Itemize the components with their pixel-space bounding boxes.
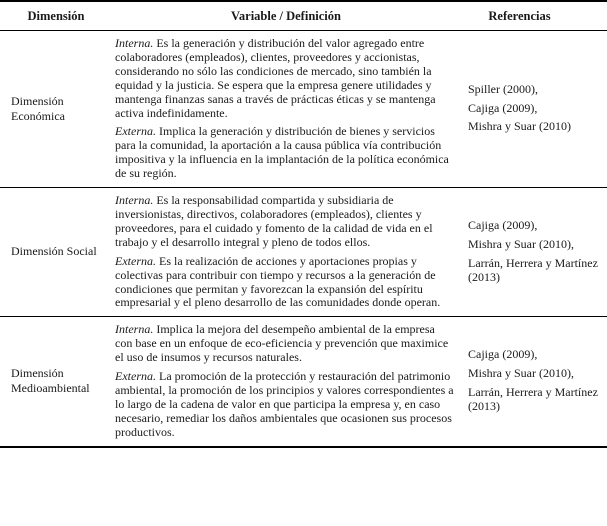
reference-item: Cajiga (2009), bbox=[468, 100, 538, 115]
table-header-row bbox=[0, 2, 607, 31]
interna-text: Implica la mejora del desempeño ambiental de la empresa con base en un enfoque de eco-eficiencia y prevención que maximice el uso de insumos y recursos naturales. bbox=[115, 322, 449, 365]
interna-label: Interna. bbox=[115, 36, 154, 50]
reference-item: Spiller (2000), bbox=[468, 81, 538, 96]
table-row-social bbox=[0, 188, 607, 317]
table-row-economica bbox=[0, 31, 607, 188]
reference-item: Larrán, Herrera y Martínez (2013) bbox=[468, 255, 598, 284]
definition-cell bbox=[112, 193, 460, 310]
references-cell bbox=[460, 193, 607, 310]
dimension-cell bbox=[0, 36, 112, 181]
interna-paragraph bbox=[115, 323, 454, 365]
definition-cell bbox=[112, 322, 460, 439]
references-cell bbox=[460, 322, 607, 439]
interna-label: Interna. bbox=[115, 322, 154, 337]
dimension-label: Dimensión Social bbox=[11, 244, 97, 259]
externa-paragraph bbox=[115, 370, 454, 440]
interna-text: Es la generación y distribución del valor agregado entre colaboradores (empleados), clientes, proveedores y accionistas, considerando no sólo las condiciones de mercado, sino también la equidad y la justicia. Se espera que la empresa genere utilidades y mantenga finanzas sanas a través de prácticas éticas y se mantenga activa indefinidamente. bbox=[115, 36, 436, 120]
externa-label: Externa. bbox=[115, 253, 156, 268]
reference-item: Cajiga (2009), bbox=[468, 217, 538, 232]
externa-paragraph bbox=[115, 125, 454, 181]
interna-label: Interna. bbox=[115, 193, 154, 208]
definition-cell bbox=[112, 36, 460, 181]
header-dimension: Dimensión bbox=[27, 9, 85, 23]
reference-item: Cajiga (2009), bbox=[468, 347, 538, 362]
externa-label: Externa. bbox=[115, 124, 156, 139]
externa-paragraph bbox=[115, 255, 454, 311]
dimension-cell bbox=[0, 193, 112, 310]
dimension-label: Dimensión Económica bbox=[11, 93, 65, 123]
externa-label: Externa. bbox=[115, 369, 156, 384]
reference-item: Mishra y Suar (2010) bbox=[468, 119, 571, 134]
table-row-medioambiental bbox=[0, 317, 607, 445]
header-variable-definition: Variable / Definición bbox=[231, 9, 341, 23]
interna-text: Es la responsabilidad compartida y subsidiaria de inversionistas, directivos, colaboradores (empleados), clientes y proveedores, para el cuidado y fomento de la calidad de vida en el trabajo y el desarrollo integral y pleno de todos ellos. bbox=[115, 193, 433, 249]
reference-item: Mishra y Suar (2010), bbox=[468, 236, 574, 251]
references-cell bbox=[460, 36, 607, 181]
reference-item: Larrán, Herrera y Martínez (2013) bbox=[468, 384, 598, 413]
header-references: Referencias bbox=[488, 9, 551, 23]
externa-text: Implica la generación y distribución de bienes y servicios para la comunidad, la aportación a la causa pública vía contribución impositiva y la influencia en la implantación de la política económica de su región. bbox=[115, 124, 449, 181]
externa-text: Es la realización de acciones y aportaciones propias y colectivas para contribuir con tiempo y recursos a la generación de condiciones que permitan y favorezcan la expansión del espíritu empresarial y el pleno desarrollo de las comunidades donde operan. bbox=[115, 253, 441, 310]
reference-item: Mishra y Suar (2010), bbox=[468, 366, 574, 381]
dimension-cell bbox=[0, 322, 112, 439]
interna-paragraph bbox=[115, 37, 454, 120]
dimension-label: Dimensión Medioambiental bbox=[11, 366, 90, 395]
externa-text: La promoción de la protección y restauración del patrimonio ambiental, la promoción de los principios y valores correspondientes a lo largo de la cadena de valor en que participa la empresa y, en caso necesario, remediar los daños ambientales que ocasionen sus procesos productivos. bbox=[115, 369, 454, 439]
interna-paragraph bbox=[115, 194, 454, 250]
